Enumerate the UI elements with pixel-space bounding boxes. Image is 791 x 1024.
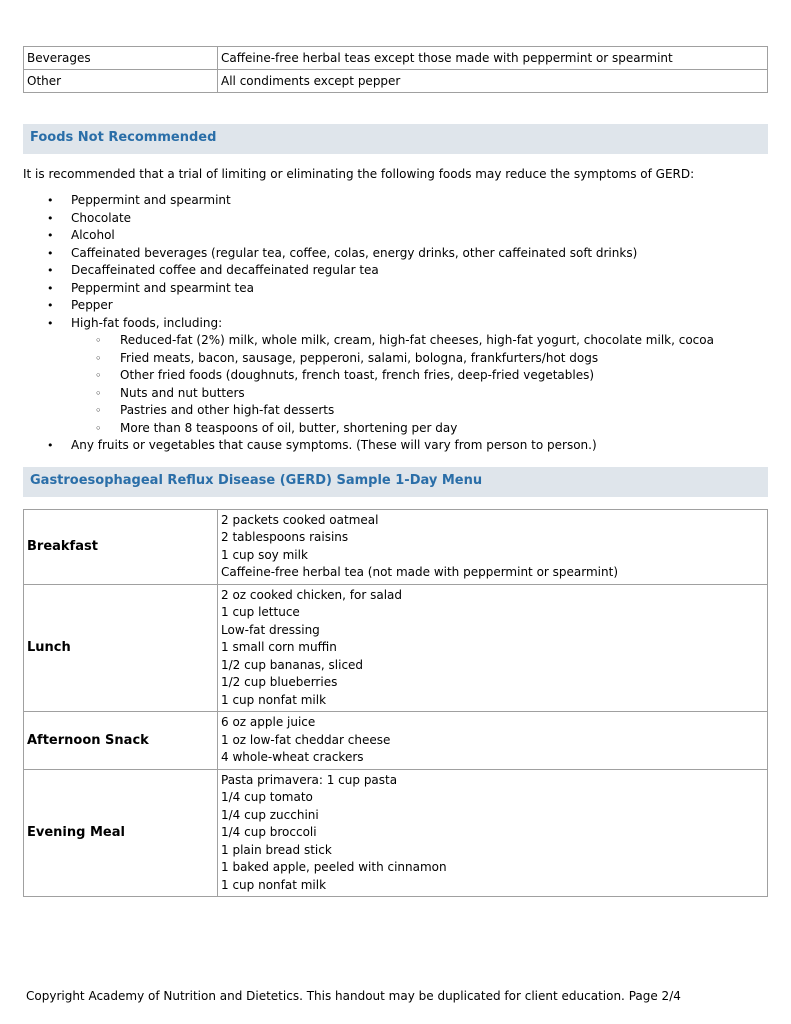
- list-item: • Peppermint and spearmint: [71, 192, 768, 210]
- meal-name: Evening Meal: [24, 769, 218, 897]
- table-row: [24, 769, 768, 897]
- section-heading-not-recommended: Foods Not Recommended: [23, 124, 768, 154]
- meal-item: 1/2 cup blueberries: [221, 675, 338, 689]
- table-row: [24, 70, 768, 93]
- sub-list-item: ◦ Nuts and nut butters: [120, 385, 768, 403]
- category-cell: Beverages: [24, 47, 218, 70]
- sub-list-item: ◦ Reduced-fat (2%) milk, whole milk, cream, high-fat cheeses, high-fat yogurt, chocolate milk, cocoa: [120, 332, 768, 350]
- list-item: • Caffeinated beverages (regular tea, coffee, colas, energy drinks, other caffeinated soft drinks): [71, 245, 768, 263]
- page: [23, 46, 768, 897]
- page-footer: Copyright Academy of Nutrition and Dietetics. This handout may be duplicated for client education. Page 2/4: [26, 989, 681, 1003]
- meal-item: 1/2 cup bananas, sliced: [221, 657, 364, 672]
- meal-name: Breakfast: [24, 509, 218, 584]
- table-row: [24, 712, 768, 770]
- meal-items: [218, 712, 768, 770]
- foods-cell: Caffeine-free herbal teas except those made with peppermint or spearmint: [218, 47, 768, 70]
- meal-item: 1/4 cup zucchini: [221, 807, 319, 822]
- foods-cell: All condiments except pepper: [218, 70, 768, 93]
- section-heading-sample-menu: Gastroesophageal Reflux Disease (GERD) Sample 1-Day Menu: [23, 467, 768, 497]
- meal-item: 1 plain bread stick: [221, 842, 332, 857]
- meal-item: 1 baked apple, peeled with cinnamon: [221, 860, 447, 874]
- meal-item: Pasta primavera: 1 cup pasta: [221, 772, 398, 787]
- category-cell: Other: [24, 70, 218, 93]
- meal-item: 1 cup nonfat milk: [221, 877, 327, 892]
- meal-item: Low-fat dressing: [221, 622, 320, 637]
- food-table-continued: [23, 46, 768, 93]
- meal-items: [218, 769, 768, 897]
- list-item: • Alcohol: [71, 227, 768, 245]
- meal-item: 1/4 cup broccoli: [221, 825, 317, 839]
- meal-items: [218, 584, 768, 712]
- meal-name: Afternoon Snack: [24, 712, 218, 770]
- table-row: [24, 584, 768, 712]
- list-item: • Decaffeinated coffee and decaffeinated regular tea: [71, 262, 768, 280]
- sub-list-item: ◦ Pastries and other high-fat desserts: [120, 402, 768, 420]
- sub-list-item: ◦ Fried meats, bacon, sausage, pepperoni, salami, bologna, frankfurters/hot dogs: [120, 350, 768, 368]
- meal-item: Caffeine-free herbal tea (not made with peppermint or spearmint): [221, 565, 619, 579]
- meal-item: 2 tablespoons raisins: [221, 530, 349, 544]
- meal-item: 1 cup soy milk: [221, 547, 308, 562]
- sub-list-item: ◦ Other fried foods (doughnuts, french toast, french fries, deep-fried vegetables): [120, 367, 768, 385]
- meal-item: 1 cup nonfat milk: [221, 692, 327, 707]
- table-row: [24, 509, 768, 584]
- meal-item: 2 oz cooked chicken, for salad: [221, 587, 403, 602]
- list-item: • Pepper: [71, 297, 768, 315]
- high-fat-sublist: [71, 332, 768, 437]
- intro-text: It is recommended that a trial of limiting or eliminating the following foods may reduce the symptoms of GERD:: [23, 167, 695, 181]
- meal-item: 1/4 cup tomato: [221, 790, 313, 804]
- meal-item: 2 packets cooked oatmeal: [221, 512, 379, 527]
- meal-item: 1 cup lettuce: [221, 605, 300, 619]
- sub-list-item: ◦ More than 8 teaspoons of oil, butter, shortening per day: [120, 420, 768, 438]
- sample-menu-table: [23, 509, 768, 898]
- list-item-label: High-fat foods, including:: [71, 315, 223, 330]
- meal-item: 4 whole-wheat crackers: [221, 750, 364, 764]
- meal-item: 1 oz low-fat cheddar cheese: [221, 732, 391, 747]
- meal-item: 1 small corn muffin: [221, 640, 337, 654]
- list-item: • Any fruits or vegetables that cause symptoms. (These will vary from person to person.): [71, 437, 768, 455]
- list-item: • Peppermint and spearmint tea: [71, 280, 768, 298]
- list-item-high-fat: [71, 315, 768, 438]
- meal-item: 6 oz apple juice: [221, 715, 316, 729]
- table-row: [24, 47, 768, 70]
- meal-items: [218, 509, 768, 584]
- list-item: • Chocolate: [71, 210, 768, 228]
- meal-name: Lunch: [24, 584, 218, 712]
- not-recommended-list: [23, 192, 768, 455]
